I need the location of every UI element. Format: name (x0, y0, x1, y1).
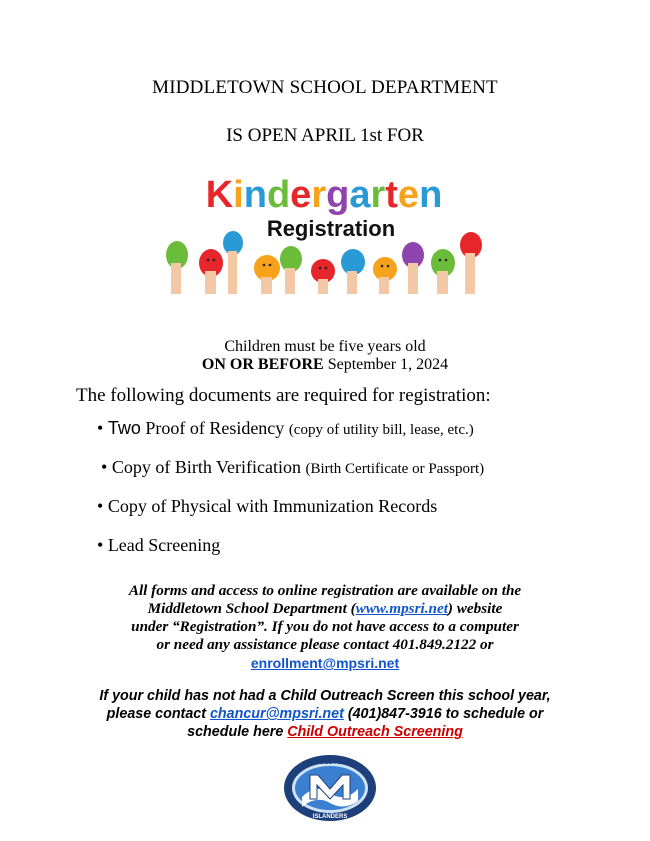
forms-notice-line-5 (0, 654, 650, 673)
age-cutoff-emphasis: ON OR BEFORE (201, 356, 324, 373)
document-count: Two (107, 418, 141, 438)
website-link[interactable]: www.mpsri.net (355, 600, 448, 617)
document-note: (Birth Certificate or Passport) (305, 461, 485, 477)
logo-top-text: MIDDLETOWN (307, 759, 353, 766)
banner-letter: r (370, 174, 386, 216)
outreach-line-3 (0, 723, 650, 741)
outreach-line-1: If your child has not had a Child Outreach Screen this school year, (99, 688, 551, 704)
banner-letter: d (266, 174, 291, 216)
header-line-2: IS OPEN APRIL 1st FOR (226, 125, 424, 146)
bullet: • (97, 535, 108, 555)
banner-letter: r (311, 174, 327, 216)
bullet: • (97, 418, 108, 438)
cutoff-date: September 1, 2024 (323, 356, 449, 373)
outreach-text: schedule here (187, 724, 288, 740)
middletown-islanders-logo (282, 753, 378, 823)
banner-letter: a (349, 174, 371, 216)
document-item-lead (97, 535, 220, 556)
age-requirement: Children must be five years old (224, 338, 426, 355)
outreach-line-2 (0, 705, 650, 723)
outreach-email-link[interactable]: chancur@mpsri.net (209, 706, 344, 722)
banner-letter: e (290, 174, 312, 216)
forms-notice (0, 582, 650, 673)
document-label: Copy of Birth Verification (111, 457, 306, 477)
forms-text: Middletown School Department ( (147, 600, 356, 617)
banner-letter: g (326, 174, 350, 216)
enrollment-email-link[interactable]: enrollment@mpsri.net (250, 655, 400, 671)
outreach-text: please contact (106, 706, 210, 722)
banner-registration-text: Registration (266, 216, 396, 241)
kindergarten-registration-banner (163, 167, 486, 294)
document-item-residency (97, 418, 474, 439)
banner-letter: i (233, 174, 244, 216)
outreach-text: (401)847-3916 to schedule or (343, 706, 544, 722)
documents-intro: The following documents are required for registration: (76, 385, 491, 406)
banner-letter: K (205, 174, 234, 216)
document-label: Copy of Physical with Immunization Records (107, 496, 438, 516)
document-note: (copy of utility bill, lease, etc.) (288, 422, 474, 438)
logo-bottom-text: ISLANDERS (312, 814, 348, 820)
forms-text: ) website (447, 600, 503, 617)
document-item-birth (101, 457, 484, 478)
outreach-notice (0, 687, 650, 741)
bullet: • (101, 457, 112, 477)
age-cutoff-date (0, 356, 650, 374)
header-line-1: MIDDLETOWN SCHOOL DEPARTMENT (152, 77, 498, 98)
banner-letter: n (243, 174, 267, 216)
bullet: • (97, 496, 108, 516)
document-label: Proof of Residency (140, 418, 289, 438)
outreach-screening-link[interactable]: Child Outreach Screening (287, 724, 463, 740)
document-item-physical (97, 496, 437, 517)
document-label: Lead Screening (107, 535, 221, 555)
forms-notice-line-2 (0, 600, 650, 618)
forms-notice-line-3: under “Registration”. If you do not have access to a computer (131, 618, 519, 635)
banner-letter: e (397, 174, 420, 216)
forms-notice-line-4: or need any assistance please contact 401.849.2122 or (156, 636, 494, 653)
forms-notice-line-1: All forms and access to online registration are available on the (128, 582, 522, 599)
banner-letter: t (385, 174, 398, 216)
banner-letter: n (419, 174, 443, 216)
banner-kindergarten-text (206, 174, 443, 216)
